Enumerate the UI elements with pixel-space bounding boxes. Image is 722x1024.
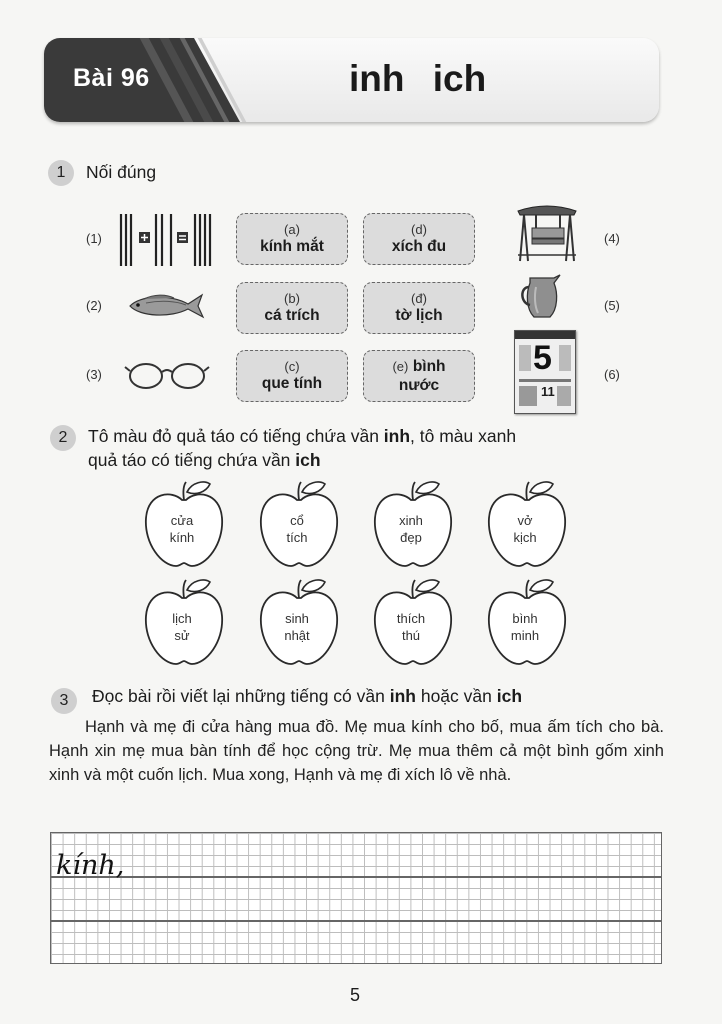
- apple-word: [257, 512, 337, 546]
- word-box-d[interactable]: [363, 213, 475, 265]
- apple-word-line: cổ: [290, 513, 304, 528]
- word-box-b[interactable]: [236, 282, 348, 334]
- apple-word-line: kính: [169, 530, 195, 545]
- apple-8[interactable]: [485, 576, 569, 670]
- apple-word-line: thích: [396, 611, 426, 626]
- page-number: 5: [350, 985, 361, 1005]
- box-letter: (b): [284, 291, 300, 306]
- writing-grid[interactable]: [50, 832, 662, 964]
- jug-picture: [520, 273, 566, 321]
- apple-word-line: thú: [401, 628, 421, 643]
- instruction-bold: inh: [389, 686, 416, 706]
- apple-word: [485, 512, 565, 546]
- word-box-e[interactable]: [363, 350, 475, 402]
- tally-sticks-picture: [118, 212, 213, 268]
- fish-picture: [126, 290, 206, 322]
- box-letter: (đ): [411, 291, 427, 306]
- row-label-2: (2): [86, 298, 102, 313]
- box-letter: (e): [392, 359, 409, 374]
- apple-word-line: minh: [510, 628, 540, 643]
- grid-row-line: [51, 920, 661, 922]
- exercise-2-number: 2: [50, 425, 76, 451]
- apple-word-line: đẹp: [400, 530, 422, 545]
- box-letter: (d): [411, 222, 427, 237]
- exercise-3-number: 3: [51, 688, 77, 714]
- instruction-text: Tô màu đỏ quả táo có tiếng chứa vần: [88, 426, 384, 446]
- apple-word-line: sử: [174, 628, 190, 643]
- row-label-4: (4): [604, 231, 620, 246]
- apple-word: [371, 610, 451, 644]
- apple-word-line: lịch: [172, 611, 192, 626]
- box-letter: (c): [284, 359, 300, 374]
- apple-word-line: xinh: [399, 513, 423, 528]
- apple-3[interactable]: [371, 478, 455, 572]
- instruction-bold: ich: [295, 450, 321, 470]
- apple-word-line: cửa: [170, 513, 194, 528]
- apple-2[interactable]: [257, 478, 341, 572]
- lesson-banner: [44, 38, 659, 122]
- word-box-c[interactable]: [236, 350, 348, 402]
- instruction-bold: inh: [383, 426, 411, 446]
- box-letter: (a): [284, 222, 300, 237]
- calendar-day: 5: [533, 339, 552, 377]
- calendar-small-day: 11: [541, 384, 555, 399]
- apple-word-line: tích: [286, 530, 308, 545]
- apple-word: [142, 512, 222, 546]
- apple-7[interactable]: [371, 576, 455, 670]
- calendar-picture: [514, 330, 576, 414]
- apple-6[interactable]: [257, 576, 341, 670]
- apple-word-line: bình: [512, 611, 538, 626]
- apple-word: [485, 610, 565, 644]
- box-word: que tính: [261, 375, 323, 392]
- glasses-picture: [124, 357, 210, 393]
- row-label-3: (3): [86, 367, 102, 382]
- exercise-3-instruction: [92, 684, 522, 708]
- handwritten-answer: kính,: [56, 850, 125, 881]
- apple-word: [371, 512, 451, 546]
- apple-word: [257, 610, 337, 644]
- row-label-5: (5): [604, 298, 620, 313]
- instruction-text: quả táo có tiếng chứa vần: [88, 450, 296, 470]
- instruction-text: Đọc bài rồi viết lại những tiếng có vần: [92, 686, 390, 706]
- apple-1[interactable]: [142, 478, 226, 572]
- exercise-1-number: 1: [48, 160, 74, 186]
- exercise-1-instruction: Nối đúng: [86, 162, 157, 182]
- grid-row-line: [51, 876, 661, 878]
- apple-word: [142, 610, 222, 644]
- box-word: cá trích: [264, 307, 320, 324]
- apple-word-line: vở: [517, 513, 533, 528]
- instruction-text: hoặc vần: [415, 686, 497, 706]
- box-word: xích đu: [391, 238, 447, 255]
- apple-5[interactable]: [142, 576, 226, 670]
- swing-picture: [516, 203, 578, 263]
- row-label-6: (6): [604, 367, 620, 382]
- row-label-1: (1): [86, 231, 102, 246]
- apple-word-line: sinh: [285, 611, 309, 626]
- instruction-bold: ich: [496, 686, 523, 706]
- reading-paragraph: Hạnh và mẹ đi cửa hàng mua đồ. Mẹ mua kính cho bố, mua ấm tích cho bà. Hạnh xin mẹ mua bàn tính để học cộng trừ. Mẹ mua thêm cả một bình gốm xinh xinh và một cuốn lịch. Mua xong, Hạnh và mẹ đi xích lô về nhà.: [49, 718, 664, 784]
- box-word: bình: [412, 358, 446, 375]
- apple-word-line: nhật: [284, 628, 310, 643]
- word-box-dd[interactable]: [363, 282, 475, 334]
- apple-4[interactable]: [485, 478, 569, 572]
- box-word: kính mắt: [260, 238, 324, 255]
- box-word: nước: [398, 377, 440, 394]
- instruction-text: , tô màu xanh: [410, 426, 517, 446]
- word-box-a[interactable]: [236, 213, 348, 265]
- lesson-title: inh ich: [349, 58, 487, 99]
- exercise-2-instruction: [88, 424, 608, 472]
- lesson-number: Bài 96: [73, 64, 150, 92]
- apple-word-line: kịch: [513, 530, 537, 545]
- box-word: tờ lịch: [395, 307, 443, 324]
